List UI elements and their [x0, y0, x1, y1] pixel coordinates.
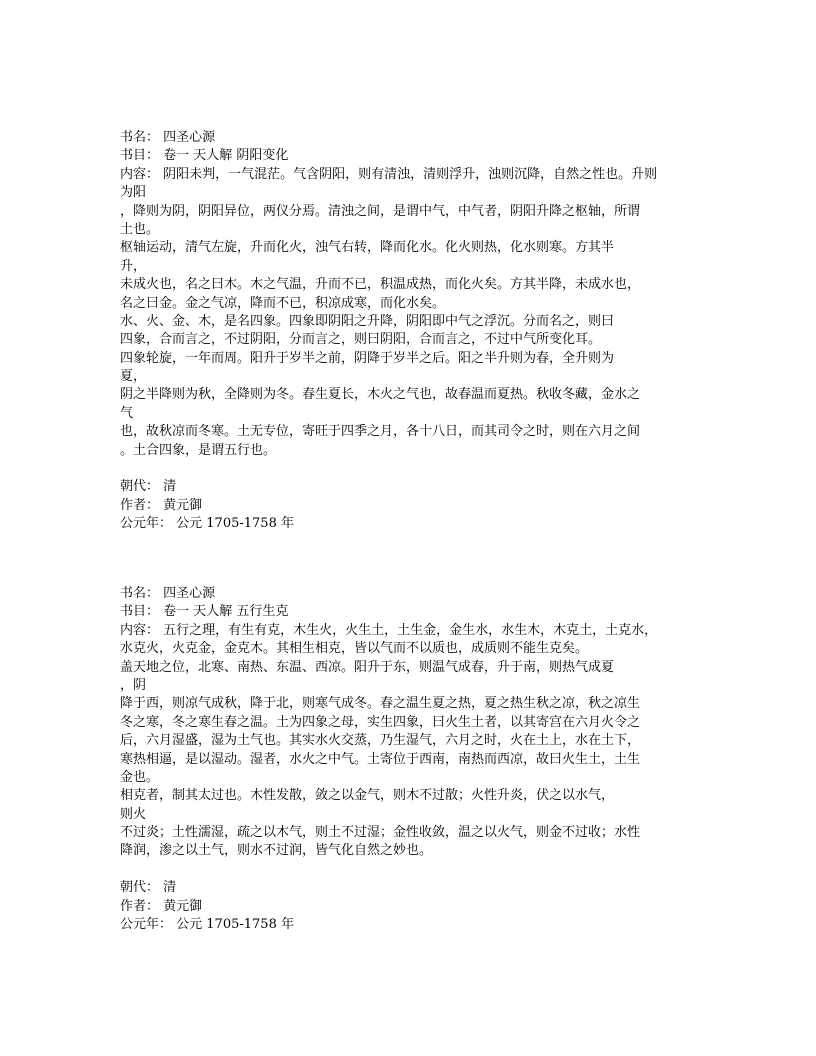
content-line: 后，六月湿盛，湿为土气也。其实水火交蒸，乃生湿气，六月之时，火在土上，水在土下， [120, 733, 641, 749]
era-value: 公元 1705-1758 年 [176, 917, 294, 933]
content-line: 气 [120, 405, 134, 421]
book-title: 四圣心源 [163, 586, 216, 601]
dynasty-label: 朝代： [120, 880, 160, 896]
era-label: 公元年： [120, 917, 173, 933]
blank-line [120, 460, 700, 478]
content-line: 未成火也，名之曰木。木之气温，升而不已，积温成热，而化火矣。方其半降，未成水也， [120, 277, 641, 293]
content-line: 冬之寒，冬之寒生春之温。土为四象之母，实生四象，曰火生土者，以其寄宫在六月火令之 [120, 714, 641, 730]
dynasty-line [120, 478, 700, 496]
book-label: 书名： [120, 586, 160, 601]
author-value: 黄元御 [163, 898, 203, 914]
book-label: 书名： [120, 130, 160, 145]
content-line: 土也。 [120, 221, 160, 237]
content-line: 夏， [120, 369, 147, 385]
content-line: 金也。 [120, 769, 160, 785]
content-line: 不过炎；土性濡湿，疏之以木气，则土不过湿；金性收敛，温之以火气，则金不过收；水性 [120, 825, 641, 841]
dynasty-value: 清 [163, 479, 177, 495]
chapter-line [120, 603, 700, 621]
era-value: 公元 1705-1758 年 [176, 516, 294, 532]
content-line: 名之曰金。金之气凉，降而不已，积凉成寒，而化水矣。 [120, 295, 446, 311]
chapter-label: 书目： [120, 604, 160, 620]
content-line: ，阴 [120, 677, 147, 693]
content-line: 寒热相逼，是以湿动。湿者，水火之中气。土寄位于西南，南热而西凉，故曰火生土，土生 [120, 751, 641, 767]
era-line [120, 916, 700, 934]
content-line [120, 622, 700, 640]
content-label: 内容： [120, 622, 160, 638]
content-line: 阴之半降则为秋，全降则为冬。春生夏长，木火之气也，故春温而夏热。秋收冬藏，金水之 [120, 387, 641, 403]
author-line [120, 497, 700, 515]
author-value: 黄元御 [163, 497, 203, 513]
entry-five-phases [120, 585, 700, 934]
era-line [120, 515, 700, 533]
chapter-title: 卷一 天人解 阴阳变化 [163, 148, 289, 164]
content-label: 内容： [120, 166, 160, 182]
content-line: 枢轴运动，清气左旋，升而化火，浊气右转，降而化水。化火则热，化水则寒。方其半 [120, 240, 615, 256]
book-line [120, 585, 700, 603]
author-line [120, 898, 700, 916]
chapter-title: 卷一 天人解 五行生克 [163, 604, 289, 620]
era-label: 公元年： [120, 516, 173, 532]
content-line: 相克者，制其太过也。木性发散，敛之以金气，则木不过散；火性升炎，伏之以水气， [120, 788, 615, 804]
content-line: 盖天地之位，北寒、南热、东温、西凉。阳升于东，则温气成春，升于南，则热气成夏 [120, 659, 615, 675]
dynasty-label: 朝代： [120, 479, 160, 495]
content-line: ，降则为阴，阴阳异位，两仪分焉。清浊之间，是谓中气，中气者，阴阳升降之枢轴，所谓 [120, 203, 641, 219]
chapter-label: 书目： [120, 148, 160, 164]
content-line: 则火 [120, 806, 147, 822]
author-label: 作者： [120, 497, 160, 513]
content-line: 降于西，则凉气成秋，降于北，则寒气成冬。春之温生夏之热，夏之热生秋之凉，秋之凉生 [120, 696, 641, 712]
content-line: 也，故秋凉而冬寒。土无专位，寄旺于四季之月，各十八日，而其司令之时，则在六月之间 [120, 424, 641, 440]
dynasty-line [120, 879, 700, 897]
book-title: 四圣心源 [163, 130, 216, 145]
content-line: 水、火、金、木，是名四象。四象即阴阳之升降，阴阳即中气之浮沉。分而名之，则曰 [120, 313, 615, 329]
content-line: 升， [120, 258, 147, 274]
blank-line [120, 861, 700, 879]
book-line [120, 129, 700, 147]
entry-yin-yang [120, 129, 700, 534]
chapter-line [120, 147, 700, 165]
content-line [120, 166, 700, 184]
content-text: 阴阳未判，一气混茫。气含阴阳，则有清浊，清则浮升，浊则沉降，自然之性也。升则 [163, 166, 658, 182]
content-line: 为阳 [120, 185, 147, 201]
content-line: 。土合四象，是谓五行也。 [120, 442, 277, 458]
content-text: 五行之理，有生有克，木生火，火生土，土生金，金生水，水生木，木克土，土克水， [163, 622, 658, 638]
content-line: 降润，渗之以土气，则水不过润，皆气化自然之妙也。 [120, 843, 433, 859]
content-line: 四象，合而言之，不过阴阳，分而言之，则曰阴阳，合而言之，不过中气所变化耳。 [120, 332, 602, 348]
author-label: 作者： [120, 898, 160, 914]
dynasty-value: 清 [163, 880, 177, 896]
content-line: 水克火，火克金，金克木。其相生相克，皆以气而不以质也，成质则不能生克矣。 [120, 641, 589, 657]
content-line: 四象轮旋，一年而周。阳升于岁半之前，阴降于岁半之后。阳之半升则为春，全升则为 [120, 350, 615, 366]
